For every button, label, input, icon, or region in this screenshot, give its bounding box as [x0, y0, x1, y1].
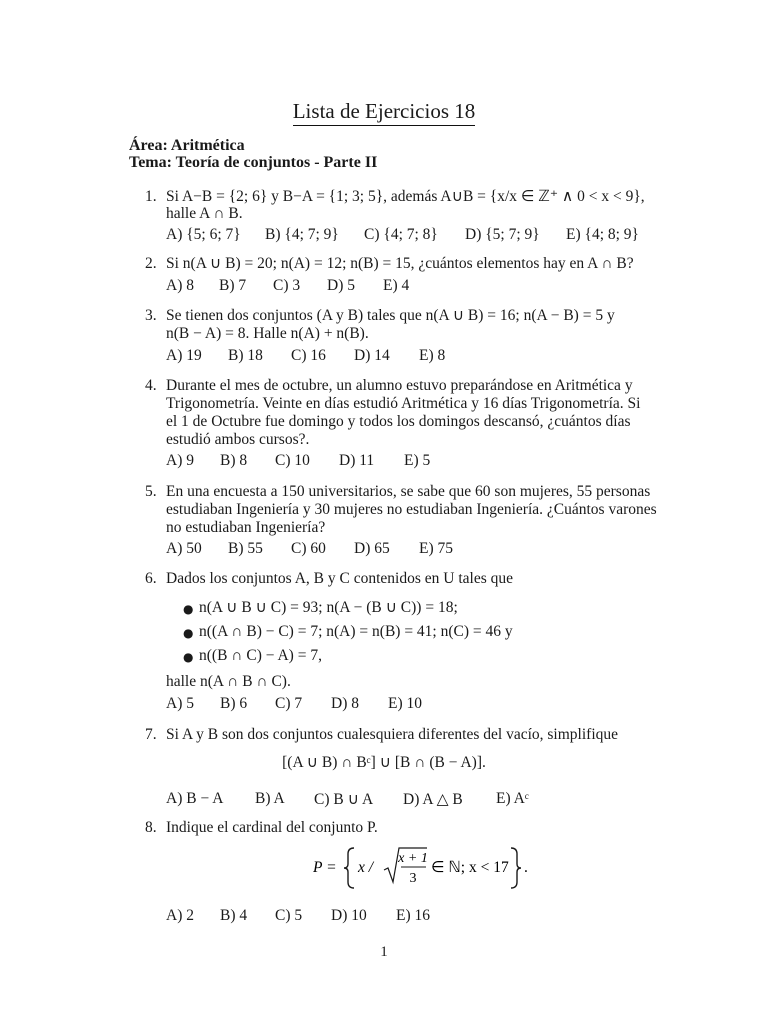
problem-text-line: Durante el mes de octubre, un alumno estuvo preparándose en Aritmética y [166, 377, 633, 394]
answer-option: A) 50 [166, 540, 202, 557]
problem-text-line: Trigonometría. Veinte en días estudió Aritmética y 16 días Trigonometría. Si [166, 395, 641, 412]
bullet-marker: ● [183, 650, 194, 664]
left-brace-icon [344, 848, 354, 888]
problem-text-line: halle A ∩ B. [166, 205, 243, 222]
answer-option: D) 14 [354, 347, 390, 364]
answer-option: A) 8 [166, 277, 194, 294]
problem-number: 5. [145, 483, 157, 500]
problem-number: 7. [145, 726, 157, 743]
display-equation: [(A ∪ B) ∩ Bᶜ] ∪ [B ∩ (B − A)]. [282, 754, 486, 771]
answer-option: C) {4; 7; 8} [364, 226, 438, 243]
answer-option: E) Aᶜ [496, 790, 529, 807]
fraction-numerator: x + 1 [398, 851, 428, 866]
answer-option: E) 16 [396, 907, 431, 924]
area-heading: Área: Aritmética [129, 137, 245, 154]
answer-option: D) 11 [339, 452, 375, 469]
answer-option: D) A △ B [403, 791, 463, 808]
answer-option: D) {5; 7; 9} [465, 226, 540, 243]
answer-option: A) B − A [166, 790, 224, 807]
problem-text-line: estudiaban Ingeniería y 30 mujeres no estudiaban Ingeniería. ¿Cuántos varones [166, 501, 657, 518]
answer-option: B) 18 [228, 347, 263, 364]
answer-option: D) 5 [327, 277, 355, 294]
problem-text-line: Si A−B = {2; 6} y B−A = {1; 3; 5}, además A∪B = {x/x ∈ ℤ⁺ ∧ 0 < x < 9}, [166, 188, 645, 205]
problem-text-line: no estudiaban Ingeniería? [166, 519, 326, 536]
answer-option: B) {4; 7; 9} [265, 226, 339, 243]
answer-option: B) 6 [220, 695, 248, 712]
answer-option: D) 65 [354, 540, 390, 557]
answer-option: D) 8 [331, 695, 359, 712]
answer-option: C) 5 [275, 907, 303, 924]
answer-option: E) 75 [419, 540, 454, 557]
answer-option: C) 10 [275, 452, 310, 469]
problem-text-line: Si n(A ∪ B) = 20; n(A) = 12; n(B) = 15, ¿cuántos elementos hay en A ∩ B? [166, 255, 634, 272]
problem-text-line: n(B − A) = 8. Halle n(A) + n(B). [166, 325, 369, 342]
answer-option: E) 5 [404, 452, 431, 469]
answer-option: E) {4; 8; 9} [566, 226, 639, 243]
topic-heading: Tema: Teoría de conjuntos - Parte II [129, 154, 378, 171]
set-builder-formula [313, 842, 543, 892]
problem-text-line: Si A y B son dos conjuntos cualesquiera diferentes del vacío, simplifique [166, 726, 619, 743]
answer-option: E) 10 [388, 695, 423, 712]
problem-text-line: estudió ambos cursos?. [166, 431, 310, 448]
answer-option: C) 3 [273, 277, 301, 294]
problem-number: 1. [145, 188, 157, 205]
problem-text-line: Dados los conjuntos A, B y C contenidos en U tales que [166, 570, 513, 587]
bullet-marker: ● [183, 602, 194, 616]
formula-variable: x / [358, 859, 374, 876]
problem-text-line: Se tienen dos conjuntos (A y B) tales que n(A ∪ B) = 16; n(A − B) = 5 y [166, 307, 615, 324]
answer-option: A) {5; 6; 7} [166, 226, 241, 243]
answer-option: B) 7 [219, 277, 247, 294]
problem-number: 2. [145, 255, 157, 272]
answer-option: C) 7 [275, 695, 303, 712]
right-brace-icon [511, 848, 521, 888]
answer-option: D) 10 [331, 907, 367, 924]
formula-condition: ∈ ℕ; x < 17 [431, 859, 509, 876]
answer-option: B) 55 [228, 540, 263, 557]
answer-option: C) 16 [291, 347, 326, 364]
answer-option: E) 4 [383, 277, 410, 294]
problem-text-line: halle n(A ∩ B ∩ C). [166, 673, 291, 690]
problem-number: 8. [145, 819, 157, 836]
problem-text-line: el 1 de Octubre fue domingo y todos los domingos descansó, ¿cuántos días [166, 413, 631, 430]
bullet-item: n(A ∪ B ∪ C) = 93; n(A − (B ∪ C)) = 18; [199, 599, 458, 616]
document-title: Lista de Ejercicios 18 [0, 99, 768, 126]
fraction-denominator: 3 [409, 871, 417, 886]
answer-option: B) 8 [220, 452, 248, 469]
formula-period: . [524, 859, 528, 876]
answer-option: E) 8 [419, 347, 446, 364]
answer-option: B) 4 [220, 907, 248, 924]
answer-option: A) 19 [166, 347, 202, 364]
problem-text-line: Indique el cardinal del conjunto P. [166, 819, 378, 836]
problem-number: 6. [145, 570, 157, 587]
problem-number: 3. [145, 307, 157, 324]
answer-option: B) A [255, 790, 285, 807]
answer-option: A) 5 [166, 695, 194, 712]
answer-option: A) 2 [166, 907, 194, 924]
bullet-marker: ● [183, 626, 194, 640]
bullet-item: n((B ∩ C) − A) = 7, [199, 647, 322, 664]
bullet-item: n((A ∩ B) − C) = 7; n(A) = n(B) = 41; n(C) = 46 y [199, 623, 513, 640]
formula-lhs: P = [313, 859, 337, 876]
answer-option: C) 60 [291, 540, 326, 557]
answer-option: C) B ∪ A [314, 791, 374, 808]
page-number: 1 [380, 944, 388, 960]
answer-option: A) 9 [166, 452, 194, 469]
problem-number: 4. [145, 377, 157, 394]
problem-text-line: En una encuesta a 150 universitarios, se sabe que 60 son mujeres, 55 personas [166, 483, 651, 500]
